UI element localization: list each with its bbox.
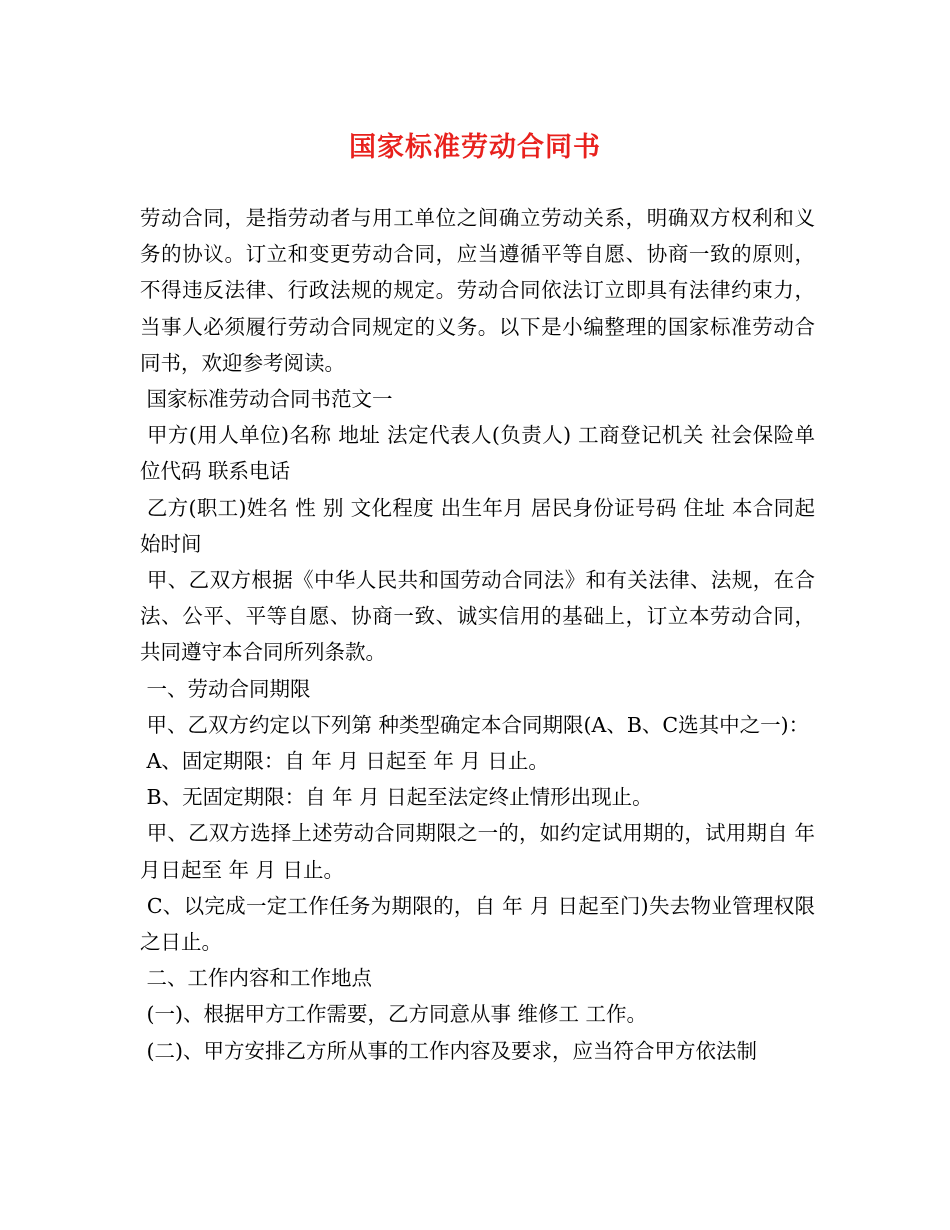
page-title: 国家标准劳动合同书 [349, 132, 601, 163]
work-clause-2: (二)、甲方安排乙方所从事的工作内容及要求，应当符合甲方依法制 [140, 1038, 758, 1063]
sample-heading: 国家标准劳动合同书范文一 [140, 387, 393, 412]
work-clause-1: (一)、根据甲方工作需要，乙方同意从事 维修工 工作。 [140, 1002, 648, 1027]
intro-paragraph: 劳动合同，是指劳动者与用工单位之间确立劳动关系，明确双方权利和义务的协议。订立和变更劳动合同，应当遵循平等自愿、协商一致的原则，不得违反法律、行政法规的规定。劳动合同依法订立即具有法律约束力，当事人必须履行劳动合同规定的义务。以下是小编整理的国家标准劳动合同书，欢迎参考阅读。 [140, 206, 815, 375]
task-term-clause: C、以完成一定工作任务为期限的，自 年 月 日起至门)失去物业管理权限 之日止。 [140, 893, 822, 955]
open-term-clause: B、无固定期限：自 年 月 日起至法定终止情形出现止。 [140, 785, 653, 810]
probation-clause: 甲、乙双方选择上述劳动合同期限之一的，如约定试用期的，试用期自 年 月日起至 年 月 日止。 [140, 821, 822, 882]
section-heading-term: 一、劳动合同期限 [140, 676, 311, 701]
document-body [140, 200, 822, 1069]
party-a-info: 甲方(用人单位)名称 地址 法定代表人(负责人) 工商登记机关 社会保险单位代码 联系电话 [140, 423, 815, 484]
fixed-term-clause: A、固定期限：自 年 月 日起至 年 月 日止。 [140, 749, 549, 774]
term-type-clause: 甲、乙双方约定以下列第 种类型确定本合同期限(A、B、C选其中之一)： [140, 712, 810, 737]
preamble-paragraph: 甲、乙双方根据《中华人民共和国劳动合同法》和有关法律、法规，在合法、公平、平等自愿、协商一致、诚实信用的基础上，订立本劳动合同，共同遵守本合同所列条款。 [140, 568, 815, 665]
party-b-info: 乙方(职工)姓名 性 别 文化程度 出生年月 居民身份证号码 住址 本合同起始时间 [140, 495, 815, 556]
section-heading-work: 二、工作内容和工作地点 [140, 966, 373, 991]
